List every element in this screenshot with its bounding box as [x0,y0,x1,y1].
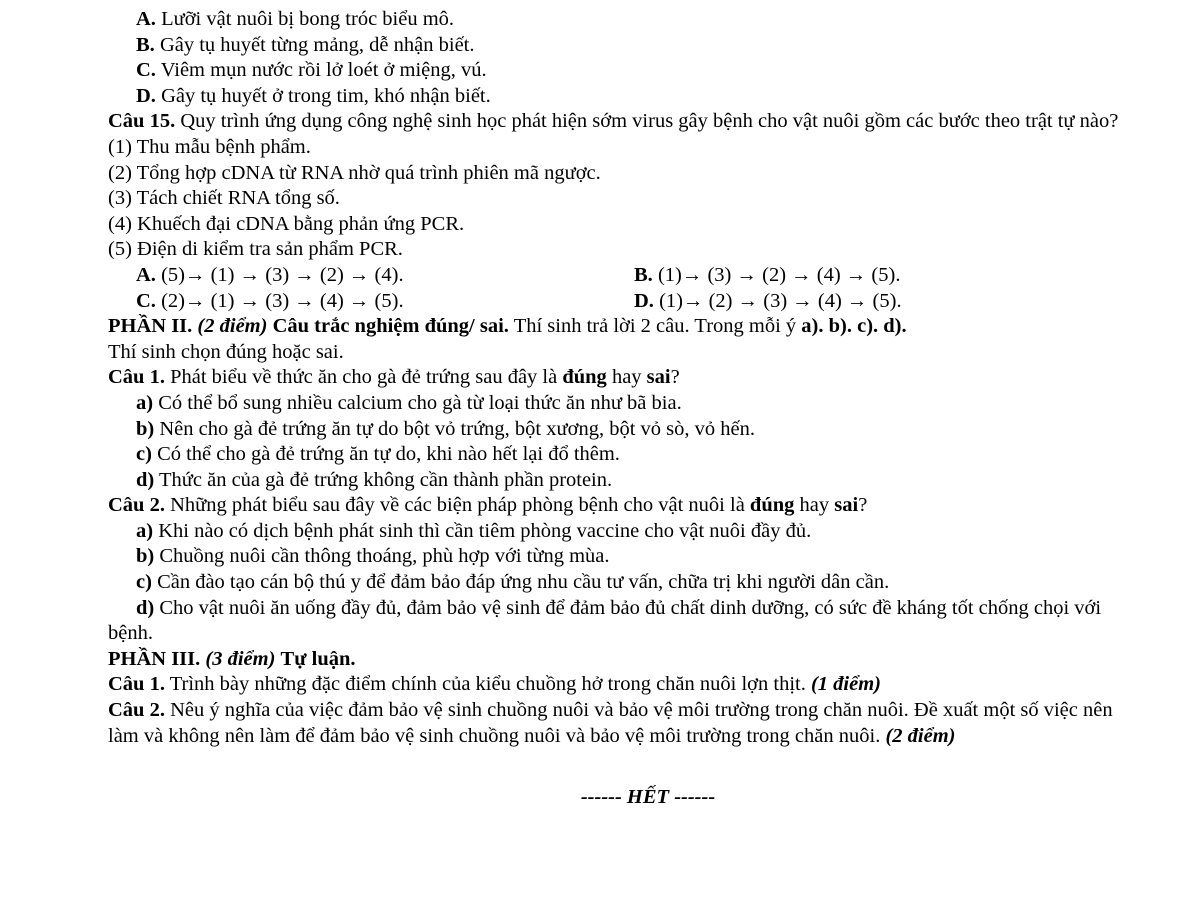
p2-q2-item-d: d) Cho vật nuôi ăn uống đầy đủ, đảm bảo vệ sinh để đảm bảo đủ chất dinh dưỡng, có sức đề kháng tốt chống chọi với bệnh. [108,596,1102,645]
q15-option-d: D. (1)→ (2) → (3) → (4) → (5). [634,289,902,312]
p2-q2-item-b: b) Chuồng nuôi cần thông thoáng, phù hợp với từng mùa. [136,545,610,568]
q15-step: (2) Tổng hợp cDNA từ RNA nhờ quá trình phiên mã ngược. [108,161,601,184]
spacer [108,749,1148,785]
p2-q1-item-b: b) Nên cho gà đẻ trứng ăn tự do bột vỏ trứng, bột xương, bột vỏ sò, vỏ hến. [136,417,755,440]
p2-q2-item-c: c) Cần đào tạo cán bộ thú y để đảm bảo đáp ứng nhu cầu tư vấn, chữa trị khi người dân cần. [136,571,890,594]
p2-q2-stem: Câu 2. Những phát biểu sau đây về các biện pháp phòng bệnh cho vật nuôi là đúng hay sai? [108,494,868,517]
q14-option-c: C. Viêm mụn nước rồi lở loét ở miệng, vú. [136,59,487,82]
q15-option-c: C. (2)→ (1) → (3) → (4) → (5). [136,289,404,312]
p2-q1-item-c: c) Có thể cho gà đẻ trứng ăn tự do, khi nào hết lại đổ thêm. [136,443,620,466]
p2-q1-item-d: d) Thức ăn của gà đẻ trứng không cần thành phần protein. [136,468,613,491]
q14-option-b: B. Gây tụ huyết từng mảng, dễ nhận biết. [136,33,475,56]
part3-heading: PHẦN III. (3 điểm) Tự luận. [108,647,356,670]
p2-q1-stem: Câu 1. Phát biểu về thức ăn cho gà đẻ trứng sau đây là đúng hay sai? [108,366,680,389]
end-mark: ------ HẾT ------ [580,786,716,809]
part2-heading: PHẦN II. (2 điểm) Câu trắc nghiệm đúng/ sai. Thí sinh trả lời 2 câu. Trong mỗi ý a). b). c). d). [108,315,907,338]
part2-instruction: Thí sinh chọn đúng hoặc sai. [108,340,344,363]
q15-stem: Câu 15. Quy trình ứng dụng công nghệ sinh học phát hiện sớm virus gây bệnh cho vật nuôi gồm các bước theo trật tự nào? [108,110,1119,133]
q15-step: (4) Khuếch đại cDNA bằng phản ứng PCR. [108,212,465,235]
p3-q2: Câu 2. Nêu ý nghĩa của việc đảm bảo vệ sinh chuồng nuôi và bảo vệ môi trường trong chăn nuôi. Đề xuất một số việc nên làm và không nên làm để đảm bảo vệ sinh chuồng nuôi và bảo vệ môi trường trong chăn nuôi. (2 điểm) [108,699,1113,747]
q15-option-b: B. (1)→ (3) → (2) → (4) → (5). [634,263,901,286]
exam-page [108,7,1148,811]
p2-q1-item-a: a) Có thể bổ sung nhiều calcium cho gà từ loại thức ăn như bã bia. [136,391,682,414]
p2-q2-item-a: a) Khi nào có dịch bệnh phát sinh thì cần tiêm phòng vaccine cho vật nuôi đầy đủ. [136,519,812,542]
p3-q1: Câu 1. Trình bày những đặc điểm chính của kiểu chuồng hở trong chăn nuôi lợn thịt. (1 điểm) [108,673,881,696]
q14-option-d: D. Gây tụ huyết ở trong tim, khó nhận biết. [136,84,491,107]
q15-options-row-1 [108,263,1148,289]
q15-step: (1) Thu mẫu bệnh phẩm. [108,135,311,158]
q14-option-a: A. Lưỡi vật nuôi bị bong tróc biểu mô. [136,8,455,30]
q15-step: (5) Điện di kiểm tra sản phẩm PCR. [108,238,403,261]
q15-options-row-2 [108,289,1148,315]
q15-option-a: A. (5)→ (1) → (3) → (2) → (4). [136,263,404,286]
q15-step: (3) Tách chiết RNA tổng số. [108,187,340,210]
